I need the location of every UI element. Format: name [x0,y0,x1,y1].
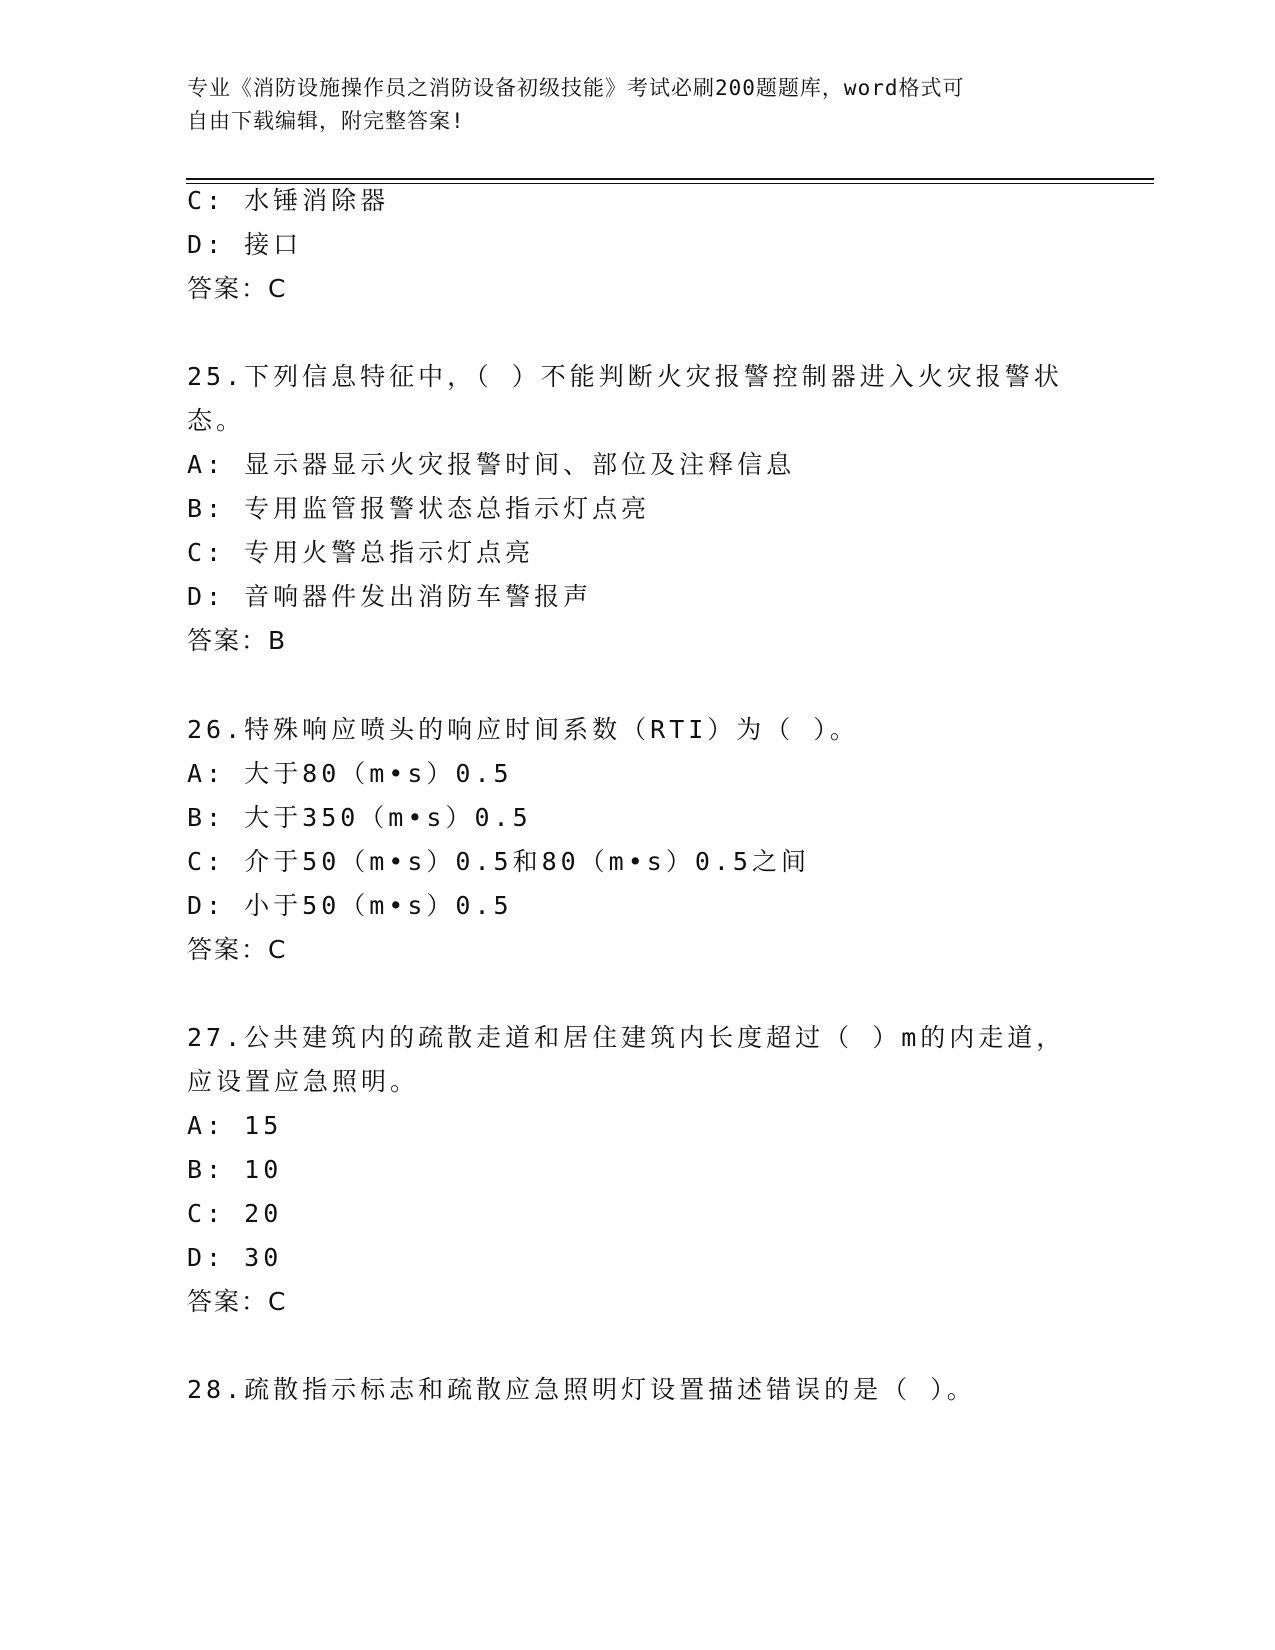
q27-stem-line-2: 应设置应急照明。 [187,1067,420,1096]
prev-option-d: D: 接口 [187,230,303,259]
prev-option-c: C: 水锤消除器 [187,186,390,215]
q27-stem-line-1: 27.公共建筑内的疏散走道和居住建筑内长度超过（ ）m的内走道， [187,1023,1066,1052]
header-line-2: 自由下载编辑，附完整答案! [187,109,465,133]
q26-option-c: C: 介于50（m•s）0.5和80（m•s）0.5之间 [187,847,810,876]
q25-answer: 答案：B [187,626,288,655]
q25-stem-line-1: 25.下列信息特征中，（ ）不能判断火灾报警控制器进入火灾报警状 [187,362,1063,391]
q27-option-a: A: 15 [187,1111,283,1140]
q26-option-a: A: 大于80（m•s）0.5 [187,759,513,788]
q28-stem-line-1: 28.疏散指示标志和疏散应急照明灯设置描述错误的是（ ）。 [187,1375,976,1404]
q26-stem-line-1: 26.特殊响应喷头的响应时间系数（RTI）为（ ）。 [187,715,859,744]
header-rule-thick [186,178,1154,180]
q25-option-b: B: 专用监管报警状态总指示灯点亮 [187,494,651,523]
q27-option-c: C: 20 [187,1199,283,1228]
q25-option-a: A: 显示器显示火灾报警时间、部位及注释信息 [187,450,796,479]
q25-stem-line-2: 态。 [187,406,246,435]
q27-option-b: B: 10 [187,1155,283,1184]
document-header [187,72,1087,138]
q25-option-c: C: 专用火警总指示灯点亮 [187,538,535,567]
q27-option-d: D: 30 [187,1243,283,1272]
q27-answer: 答案：C [187,1287,288,1316]
prev-answer: 答案：C [187,274,288,303]
header-line-1: 专业《消防设施操作员之消防设备初级技能》考试必刷200题题库，word格式可 [187,76,965,100]
q26-option-b: B: 大于350（m•s）0.5 [187,803,532,832]
q26-option-d: D: 小于50（m•s）0.5 [187,891,513,920]
q25-option-d: D: 音响器件发出消防车警报声 [187,582,593,611]
q26-answer: 答案：C [187,935,288,964]
